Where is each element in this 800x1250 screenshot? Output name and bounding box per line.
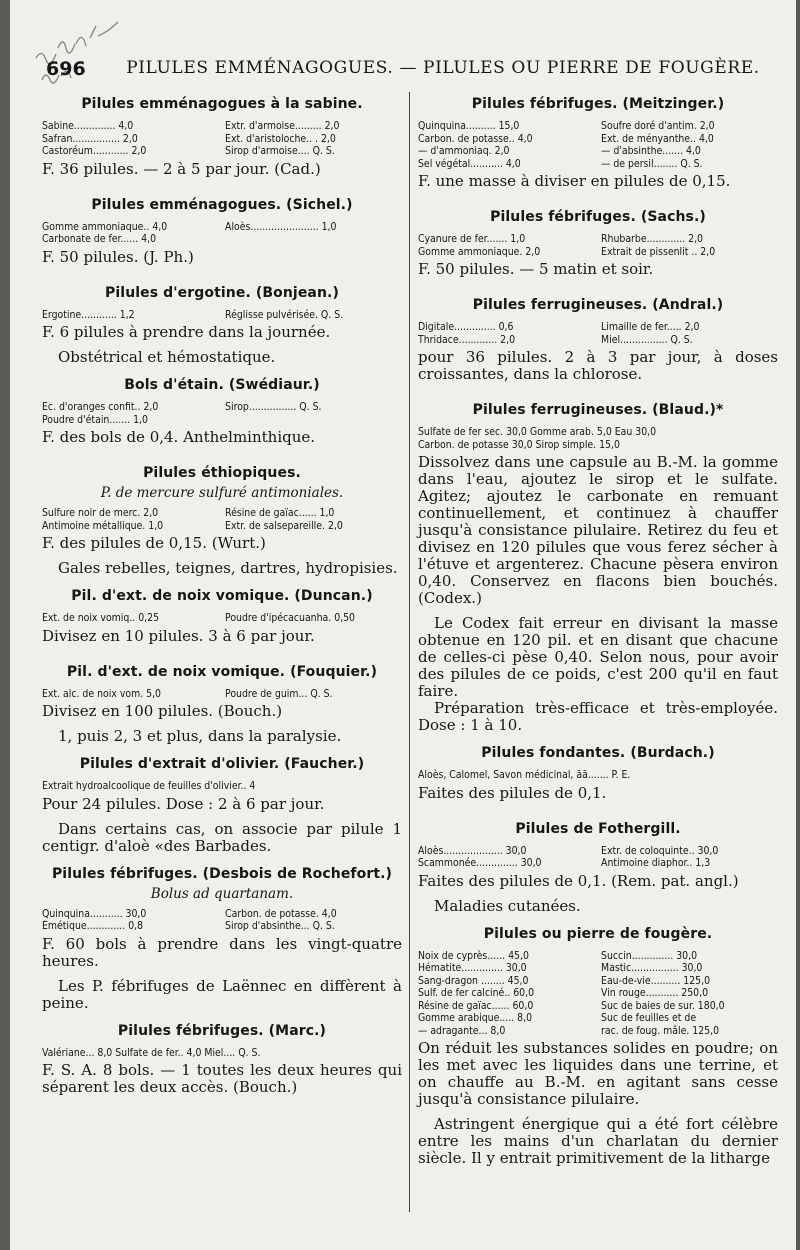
ingredient-row xyxy=(42,1047,402,1060)
recipe-text: F. S. A. 8 bols. — 1 toutes les deux heures qui séparent les deux accès. (Bouch.) xyxy=(42,1061,402,1096)
recipe-title: Bols d'étain. (Swédiaur.) xyxy=(124,377,320,393)
recipe-section xyxy=(418,297,778,396)
ingredient-row xyxy=(42,612,402,625)
ingredient-cell: Suc de baies de sur. 180,0 xyxy=(601,999,725,1012)
ingredient-cell: Scammonée.............. 30,0 xyxy=(418,857,542,869)
recipe-title: Pilules ferrugineuses. (Blaud.)* xyxy=(472,402,724,418)
ingredient-table xyxy=(42,612,402,625)
ingredient-cell: Ext. d'aristoloche.. . 2,0 xyxy=(225,132,336,145)
recipe-text: Dissolvez dans une capsule au B.-M. la gomme dans l'eau, ajoutez le sirop et le sulfate. Agitez; ajoutez le carbonate en remuant continuellement, et continuez à chauffer jusqu'à consistance pilulaire. Retirez du feu et divisez en 120 pilules que vous ferez sécher à l'étuve et argenterez. Chacune pèsera environ 0,40. Conservez en flacons bien bouchés. (Codex.) xyxy=(418,453,778,607)
recipe-section xyxy=(42,465,402,582)
ingredient-cell: Extr. de salsepareille. 2,0 xyxy=(225,519,343,532)
recipe-title: Pilules d'ergotine. (Bonjean.) xyxy=(105,284,339,301)
ingredient-cell: Carbonate de fer...... 4,0 xyxy=(42,233,157,245)
ingredient-row xyxy=(418,145,778,158)
ingredient-cell: Extrait de pissenlit .. 2,0 xyxy=(601,245,716,258)
right-column xyxy=(418,90,778,1172)
ingredient-cell: Vin rouge........... 250,0 xyxy=(601,987,709,999)
recipe-section xyxy=(42,664,402,751)
ingredient-cell: Thridace............. 2,0 xyxy=(418,333,516,346)
ingredient-row xyxy=(418,158,778,171)
ingredient-row xyxy=(42,233,402,246)
ingredient-cell: Limaille de fer..... 2,0 xyxy=(601,321,700,333)
ingredient-cell: Gomme ammoniaque. 2,0 xyxy=(418,245,541,258)
ingredient-cell: Sirop................ Q. S. xyxy=(225,401,322,413)
ingredient-table xyxy=(42,120,402,158)
ingredient-cell: Poudre d'ipécacuanha. 0,50 xyxy=(225,612,356,624)
recipe-text: Pour 24 pilules. Dose : 2 à 6 par jour. xyxy=(42,794,325,813)
recipe-title: Pilules emménagogues à la sabine. xyxy=(81,96,363,112)
ingredient-row xyxy=(418,1025,778,1038)
ingredient-row xyxy=(418,334,778,347)
recipe-section xyxy=(42,866,402,1017)
recipe-title: Pilules fébrifuges. (Marc.) xyxy=(117,1022,327,1039)
recipe-title: Pilules de Fothergill. xyxy=(515,820,681,837)
ingredient-cell: Ext. de noix vomiq.. 0,25 xyxy=(42,612,160,624)
ingredient-cell: rac. de foug. mâle. 125,0 xyxy=(601,1024,720,1037)
ingredient-row xyxy=(42,133,402,146)
recipe-title: Pilules éthiopiques. xyxy=(143,465,301,481)
ingredient-cell: Quinquina.......... 15,0 xyxy=(418,120,520,132)
ingredient-cell: Noix de cyprès...... 45,0 xyxy=(418,949,529,962)
recipe-section xyxy=(42,1023,402,1110)
recipe-section xyxy=(42,96,402,191)
ingredient-table xyxy=(42,780,402,793)
ingredient-row xyxy=(418,120,778,133)
left-column xyxy=(42,90,402,1109)
recipe-title: Pilules ferrugineuses. (Andral.) xyxy=(472,297,724,313)
recipe-text: F. 50 pilules. (J. Ph.) xyxy=(42,247,194,266)
recipe-text: F. 60 bols à prendre dans les vingt-quatre heures. xyxy=(42,934,402,970)
ingredient-cell: Gomme arabique..... 8,0 xyxy=(418,1012,533,1024)
ingredient-cell: Carbon. de potasse 30,0 Sirop simple. 15,0 xyxy=(418,438,620,451)
ingredient-row xyxy=(42,120,402,133)
ingredient-row xyxy=(42,145,402,158)
recipe-text: Les P. fébrifuges de Laënnec en diffèrent à peine. xyxy=(42,976,402,1012)
ingredient-cell: Hématite.............. 30,0 xyxy=(418,962,527,974)
recipe-title: Pil. d'ext. de noix vomique. (Duncan.) xyxy=(71,588,373,604)
ingredient-row xyxy=(418,1012,778,1025)
recipe-section xyxy=(418,96,778,203)
ingredient-row xyxy=(418,233,778,246)
ingredient-cell: — d'ammoniaq. 2,0 xyxy=(418,145,510,157)
recipe-section xyxy=(42,197,402,279)
recipe-title: Pilules d'extrait d'olivier. (Faucher.) xyxy=(79,756,365,772)
recipe-subtitle: P. de mercure sulfuré antimoniales. xyxy=(100,485,344,501)
ingredient-cell: Extrait hydroalcoolique de feuilles d'olivier.. 4 xyxy=(42,780,256,792)
ingredient-cell: Ec. d'oranges confit.. 2,0 xyxy=(42,401,159,413)
ingredient-cell: Digitale.............. 0,6 xyxy=(418,321,514,333)
ingredient-row xyxy=(418,987,778,1000)
ingredient-row xyxy=(42,520,402,533)
ingredient-cell: Eau-de-vie.......... 125,0 xyxy=(601,974,711,987)
ingredient-cell: Rhubarbe............. 2,0 xyxy=(601,233,703,245)
recipe-title: Pilules ou pierre de fougère. xyxy=(483,925,713,942)
ingredient-cell: — d'absinthe....... 4,0 xyxy=(601,145,701,157)
ingredient-row xyxy=(418,962,778,975)
recipe-section xyxy=(418,821,778,920)
recipe-title: Pilules emménagogues. (Sichel.) xyxy=(91,196,353,213)
page-number: 696 xyxy=(46,58,86,80)
recipe-text: F. des bols de 0,4. Anthelminthique. xyxy=(42,428,316,446)
ingredient-cell: Sulfate de fer sec. 30,0 Gomme arab. 5,0 Eau 30,0 xyxy=(418,426,657,438)
ingredient-cell: Aloès, Calomel, Savon médicinal, āā....... P. E. xyxy=(418,769,631,781)
ingredient-cell: Gomme ammoniaque.. 4,0 xyxy=(42,220,168,233)
ingredient-row xyxy=(42,221,402,234)
recipe-text: Préparation très-efficace et très-employée. Dose : 1 à 10. xyxy=(418,699,778,734)
recipe-section xyxy=(42,285,402,372)
ingredient-cell: Quinquina........... 30,0 xyxy=(42,907,147,920)
recipe-text: Faites des pilules de 0,1. xyxy=(418,783,607,802)
recipe-text: pour 36 pilules. 2 à 3 par jour, à doses croissantes, dans la chlorose. xyxy=(418,348,778,383)
ingredient-cell: Sabine.............. 4,0 xyxy=(42,120,134,132)
ingredient-row xyxy=(418,769,778,782)
ingredient-cell: Sang-dragon ........ 45,0 xyxy=(418,974,529,987)
ingredient-cell: Valériane... 8,0 Sulfate de fer.. 4,0 Miel.... Q. S. xyxy=(42,1046,261,1059)
ingredient-row xyxy=(418,246,778,259)
ingredient-table xyxy=(418,321,778,346)
ingredient-cell: Cyanure de fer....... 1,0 xyxy=(418,233,526,245)
ingredient-table xyxy=(42,908,402,933)
ingredient-row xyxy=(42,414,402,427)
ingredient-cell: — adragante... 8,0 xyxy=(418,1024,506,1037)
ingredient-table xyxy=(42,1047,402,1060)
ingredient-table xyxy=(42,309,402,322)
ingredient-table xyxy=(418,845,778,870)
recipe-text: F. une masse à diviser en pilules de 0,15. xyxy=(418,172,731,190)
ingredient-table xyxy=(42,221,402,246)
ingredient-table xyxy=(42,688,402,701)
ingredient-cell: Sirop d'absinthe... Q. S. xyxy=(225,920,335,932)
recipe-section xyxy=(42,588,402,658)
ingredient-cell: Sulfure noir de merc. 2,0 xyxy=(42,507,159,519)
ingredient-cell: Sirop d'armoise.... Q. S. xyxy=(225,145,335,157)
ingredient-cell: Sulf. de fer calciné.. 60,0 xyxy=(418,987,535,999)
recipe-text: Le Codex fait erreur en divisant la masse obtenue en 120 pil. et en disant que chacune de celles-ci pèse 0,40. Selon nous, pour avoir des pilules de ce poids, c'est 200 qu'il en faut faire. xyxy=(418,614,778,700)
ingredient-cell: Émétique............. 0,8 xyxy=(42,920,144,932)
ingredient-row xyxy=(42,507,402,520)
ingredient-cell: — de persil........ Q. S. xyxy=(601,157,703,170)
ingredient-row xyxy=(42,920,402,933)
recipe-text: Astringent énergique qui a été fort célèbre entre les mains d'un charlatan du dernier siècle. Il y entrait primitivement de la litharge xyxy=(418,1115,778,1167)
recipe-text: Divisez en 100 pilules. (Bouch.) xyxy=(42,702,283,720)
ingredient-cell: Succin.............. 30,0 xyxy=(601,949,698,962)
recipe-text: F. 50 pilules. — 5 matin et soir. xyxy=(418,260,654,278)
ingredient-row xyxy=(42,688,402,701)
ingredient-table xyxy=(418,769,778,782)
ingredient-cell: Carbon. de potasse. 4,0 xyxy=(225,907,337,920)
recipe-text: Faites des pilules de 0,1. (Rem. pat. angl.) xyxy=(418,871,739,890)
recipe-text: F. 36 pilules. — 2 à 5 par jour. (Cad.) xyxy=(42,159,321,178)
ingredient-row xyxy=(42,401,402,414)
running-title: PILULES EMMÉNAGOGUES. — PILULES OU PIERRE DE FOUGÈRE. xyxy=(126,58,760,78)
ingredient-cell: Ext. de ményanthe.. 4,0 xyxy=(601,132,714,145)
ingredient-cell: Réglisse pulvérisée. Q. S. xyxy=(225,308,344,321)
recipe-section xyxy=(418,209,778,291)
ingredient-cell: Extr. d'armoise......... 2,0 xyxy=(225,120,340,132)
ingredient-row xyxy=(418,857,778,870)
ingredient-cell: Ergotine............ 1,2 xyxy=(42,308,135,321)
book-page xyxy=(10,0,796,1250)
ingredient-cell: Résine de gaïac...... 60,0 xyxy=(418,999,534,1012)
recipe-text: F. des pilules de 0,15. (Wurt.) xyxy=(42,534,266,552)
recipe-text: Divisez en 10 pilules. 3 à 6 par jour. xyxy=(42,626,315,645)
recipe-section xyxy=(42,377,402,459)
ingredient-row xyxy=(418,975,778,988)
ingredient-cell: Castoréum............ 2,0 xyxy=(42,145,147,157)
ingredient-table xyxy=(418,950,778,1038)
ingredient-cell: Carbon. de potasse.. 4,0 xyxy=(418,132,533,145)
ingredient-row xyxy=(418,1000,778,1013)
recipe-text: On réduit les substances solides en poudre; on les met avec les liquides dans une terrine, et on chauffe au B.-M. en agitant sans cesse jusqu'à consistance pilulaire. xyxy=(418,1039,778,1108)
recipe-text: F. 6 pilules à prendre dans la journée. xyxy=(42,323,331,341)
recipe-title: Pilules fébrifuges. (Sachs.) xyxy=(490,209,706,225)
recipe-text: Obstétrical et hémostatique. xyxy=(58,348,276,366)
ingredient-cell: Antimoine diaphor.. 1,3 xyxy=(601,857,711,869)
ingredient-cell: Soufre doré d'antim. 2,0 xyxy=(601,120,715,132)
ingredient-row xyxy=(418,426,778,439)
ingredient-cell: Safran................ 2,0 xyxy=(42,132,138,145)
ingredient-cell: Suc de feuilles et de xyxy=(601,1012,697,1024)
ingredient-table xyxy=(42,507,402,532)
ingredient-row xyxy=(42,309,402,322)
ingredient-cell: Aloès.................... 30,0 xyxy=(418,844,527,857)
recipe-text: 1, puis 2, 3 et plus, dans la paralysie. xyxy=(58,727,342,745)
column-divider xyxy=(409,92,410,1212)
ingredient-table xyxy=(418,120,778,170)
ingredient-row xyxy=(418,845,778,858)
ingredient-row xyxy=(418,133,778,146)
ingredient-cell: Mastic................ 30,0 xyxy=(601,962,703,974)
recipe-text: Maladies cutanées. xyxy=(434,896,581,915)
ingredient-cell: Aloès....................... 1,0 xyxy=(225,220,337,233)
ingredient-cell: Extr. de coloquinte.. 30,0 xyxy=(601,844,719,857)
page-header xyxy=(38,58,778,84)
ingredient-cell: Antimoine métallique. 1,0 xyxy=(42,519,164,532)
ingredient-row xyxy=(42,780,402,793)
recipe-text: Gales rebelles, teignes, dartres, hydropisies. xyxy=(58,559,398,577)
recipe-section xyxy=(418,402,778,739)
ingredient-cell: Poudre de guim... Q. S. xyxy=(225,687,333,700)
recipe-section xyxy=(418,745,778,815)
ingredient-row xyxy=(418,950,778,963)
recipe-title: Pilules fébrifuges. (Desbois de Rochefort.) xyxy=(51,865,393,882)
ingredient-row xyxy=(42,908,402,921)
recipe-title: Pil. d'ext. de noix vomique. (Fouquier.) xyxy=(66,663,378,680)
ingredient-cell: Ext. alc. de noix vom. 5,0 xyxy=(42,687,161,700)
ingredient-table xyxy=(418,233,778,258)
recipe-title: Pilules fondantes. (Burdach.) xyxy=(481,745,715,761)
ingredient-row xyxy=(418,321,778,334)
recipe-title: Pilules fébrifuges. (Meitzinger.) xyxy=(471,96,725,112)
recipe-section xyxy=(418,926,778,1173)
ingredient-table xyxy=(42,401,402,426)
ingredient-table xyxy=(418,426,778,451)
ingredient-cell: Sel végétal........... 4,0 xyxy=(418,157,521,170)
recipe-subtitle: Bolus ad quartanam. xyxy=(150,885,294,902)
ingredient-row xyxy=(418,439,778,452)
ingredient-cell: Miel................ Q. S. xyxy=(601,333,693,346)
recipe-text: Dans certains cas, on associe par pilule 1 centigr. d'aloè «des Barbades. xyxy=(42,819,402,855)
ingredient-cell: Résine de gaïac...... 1,0 xyxy=(225,507,335,519)
ingredient-cell: Poudre d'étain....... 1,0 xyxy=(42,413,148,426)
recipe-section xyxy=(42,756,402,860)
